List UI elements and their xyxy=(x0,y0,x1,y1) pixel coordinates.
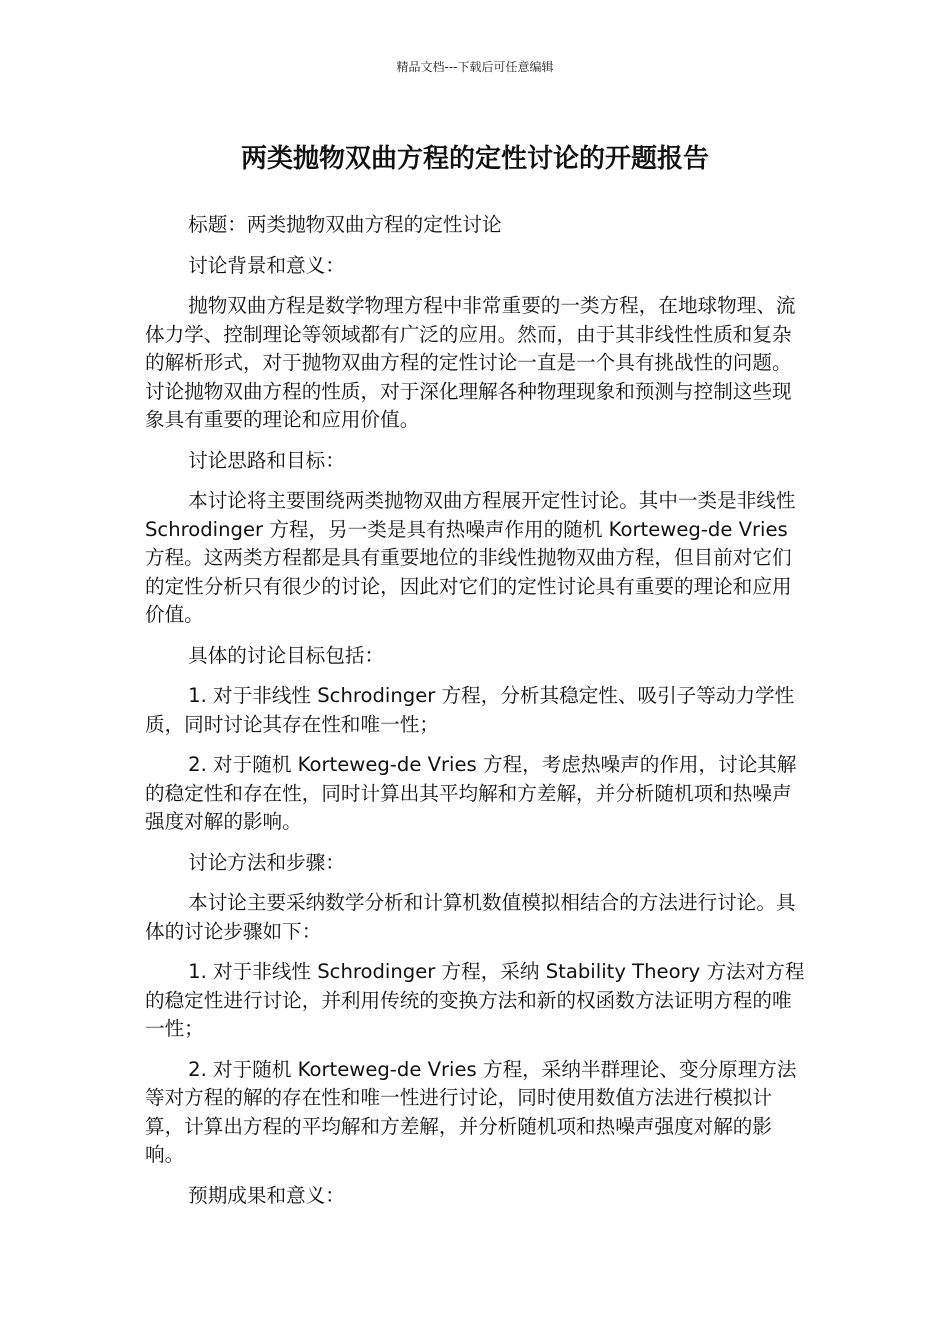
section-heading-approach: 讨论思路和目标： xyxy=(188,448,345,472)
paragraph-approach: 本讨论将主要围绕两类抛物双曲方程展开定性讨论。其中一类是非线性 Schrodinger 方程，另一类是具有热噪声作用的随机 Korteweg-de Vries 方程。这两类方程都是具有重要地位的非线性抛物双曲方程，但目前对它们的定性分析只有很少的讨论，因此对它们的定性讨论具有重要的理论和应用价值。 xyxy=(145,489,796,626)
paragraph-goal-2: 2. 对于随机 Korteweg-de Vries 方程，考虑热噪声的作用，讨论其解的稳定性和存在性，同时计算出其平均解和方差解，并分析随机项和热噪声强度对解的影响。 xyxy=(145,753,797,833)
header-note: 精品文档---下载后可任意编辑 xyxy=(396,60,554,74)
section-heading-outcomes: 预期成果和意义： xyxy=(188,1183,345,1207)
document-body xyxy=(145,211,809,1222)
paragraph-methods: 本讨论主要采纳数学分析和计算机数值模拟相结合的方法进行讨论。具体的讨论步骤如下： xyxy=(145,891,796,943)
section-heading-background: 讨论背景和意义： xyxy=(188,253,345,277)
section-heading-methods: 讨论方法和步骤： xyxy=(188,850,345,874)
paragraph-step-2: 2. 对于随机 Korteweg-de Vries 方程，采纳半群理论、变分原理方法等对方程的解的存在性和唯一性进行讨论，同时使用数值方法进行模拟计算，计算出方程的平均解和方差解，并分析随机项和热噪声强度对解的影响。 xyxy=(145,1057,797,1166)
paragraph-step-1: 1. 对于非线性 Schrodinger 方程，采纳 Stability Theory 方法对方程的稳定性进行讨论，并利用传统的变换方法和新的权函数方法证明方程的唯一性； xyxy=(145,960,805,1040)
section-heading-goals: 具体的讨论目标包括： xyxy=(188,643,385,667)
paragraph-title-line: 标题：两类抛物双曲方程的定性讨论 xyxy=(188,213,502,236)
document-title: 两类抛物双曲方程的定性讨论的开题报告 xyxy=(240,144,709,174)
paragraph-background: 抛物双曲方程是数学物理方程中非常重要的一类方程，在地球物理、流体力学、控制理论等领域都有广泛的应用。然而，由于其非线性性质和复杂的解析形式，对于抛物双曲方程的定性讨论一直是一个具有挑战性的问题。讨论抛物双曲方程的性质，对于深化理解各种物理现象和预测与控制这些现象具有重要的理论和应用价值。 xyxy=(145,294,796,431)
paragraph-goal-1: 1. 对于非线性 Schrodinger 方程，分析其稳定性、吸引子等动力学性质，同时讨论其存在性和唯一性； xyxy=(145,684,795,736)
